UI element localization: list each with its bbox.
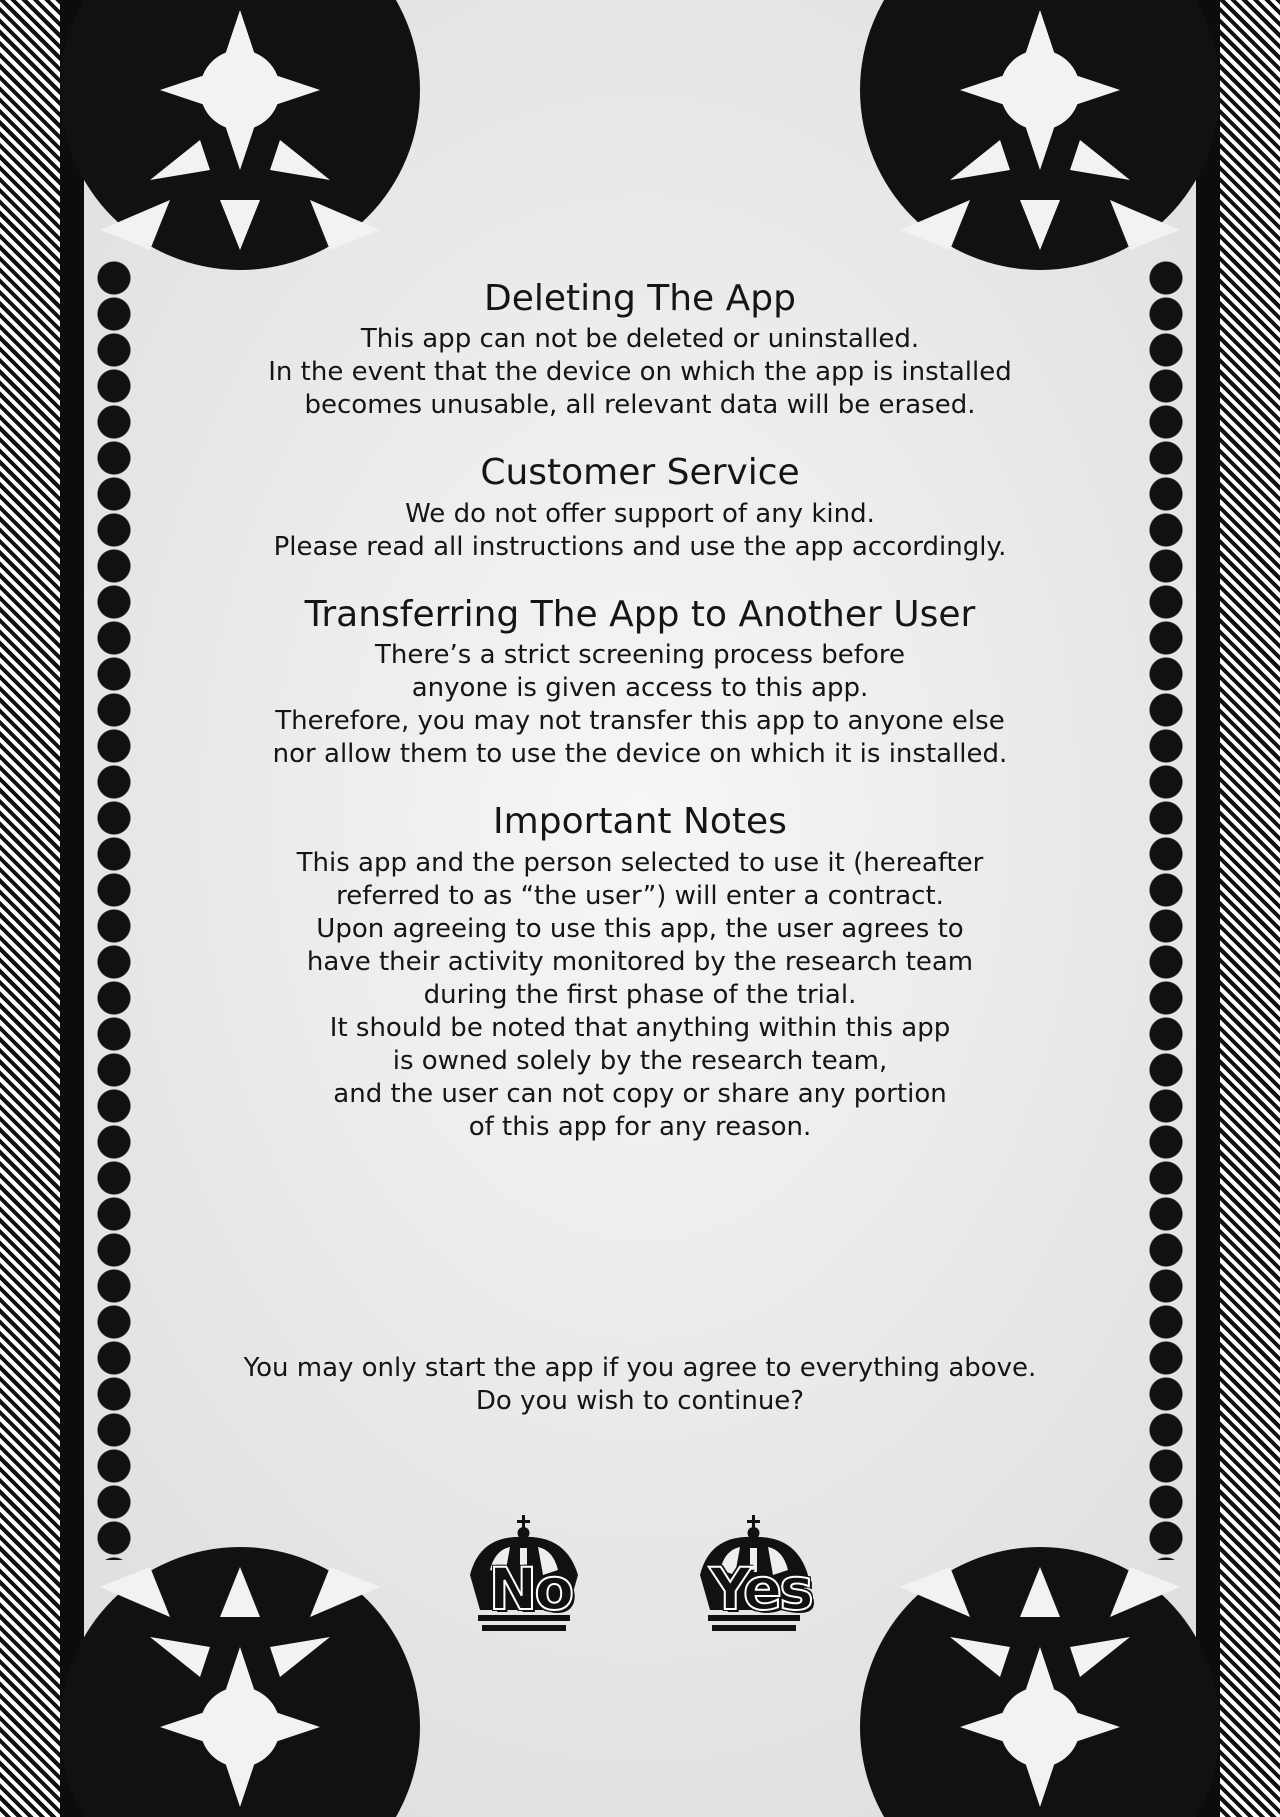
corner-ornament-top-left bbox=[60, 0, 450, 300]
section-line: becomes unusable, all relevant data will be erased. bbox=[304, 390, 976, 421]
section-important-notes bbox=[200, 801, 1080, 1143]
continue-prompt bbox=[200, 1352, 1080, 1418]
section-line: Please read all instructions and use the app accordingly. bbox=[273, 531, 1007, 562]
section-line: This app and the person selected to use it (hereafter bbox=[296, 847, 984, 878]
scallop-edge-left bbox=[84, 260, 144, 1560]
section-transferring-the-app bbox=[200, 594, 1080, 771]
section-line: of this app for any reason. bbox=[468, 1111, 812, 1142]
section-line: have their activity monitored by the research team bbox=[306, 946, 974, 977]
section-heading: Customer Service bbox=[480, 452, 800, 494]
section-line: Upon agreeing to use this app, the user agrees to bbox=[316, 913, 964, 944]
prompt-question: Do you wish to continue? bbox=[475, 1386, 805, 1416]
section-line: This app can not be deleted or uninstalled. bbox=[360, 324, 920, 355]
yes-button[interactable] bbox=[690, 1515, 830, 1640]
section-line: There’s a strict screening process before bbox=[375, 640, 905, 671]
section-line: referred to as “the user”) will enter a contract. bbox=[336, 880, 944, 911]
section-line: We do not offer support of any kind. bbox=[405, 498, 875, 529]
section-line: It should be noted that anything within this app bbox=[329, 1012, 951, 1043]
no-button[interactable] bbox=[460, 1515, 600, 1640]
corner-ornament-top-right bbox=[830, 0, 1220, 300]
section-line: during the first phase of the trial. bbox=[423, 979, 857, 1010]
scallop-edge-right bbox=[1136, 260, 1196, 1560]
no-button-label: No bbox=[488, 1555, 572, 1623]
section-heading: Important Notes bbox=[493, 801, 787, 843]
section-deleting-the-app bbox=[200, 278, 1080, 422]
prompt-line: You may only start the app if you agree to everything above. bbox=[243, 1353, 1037, 1383]
section-line: Therefore, you may not transfer this app to anyone else bbox=[275, 706, 1005, 737]
section-heading: Deleting The App bbox=[484, 278, 796, 319]
section-heading: Transferring The App to Another User bbox=[304, 593, 976, 635]
corner-ornament-bottom-right bbox=[830, 1517, 1220, 1817]
section-line: is owned solely by the research team, bbox=[392, 1045, 888, 1076]
terms-content bbox=[200, 270, 1080, 1174]
section-line: nor allow them to use the device on which it is installed. bbox=[272, 739, 1008, 770]
section-line: In the event that the device on which the app is installed bbox=[268, 357, 1012, 388]
section-line: and the user can not copy or share any portion bbox=[333, 1078, 947, 1109]
section-customer-service bbox=[200, 452, 1080, 563]
lace-strip-right bbox=[1220, 0, 1280, 1817]
lace-strip-left bbox=[0, 0, 60, 1817]
corner-ornament-bottom-left bbox=[60, 1517, 450, 1817]
yes-button-label: Yes bbox=[709, 1555, 811, 1623]
section-line: anyone is given access to this app. bbox=[411, 673, 869, 704]
